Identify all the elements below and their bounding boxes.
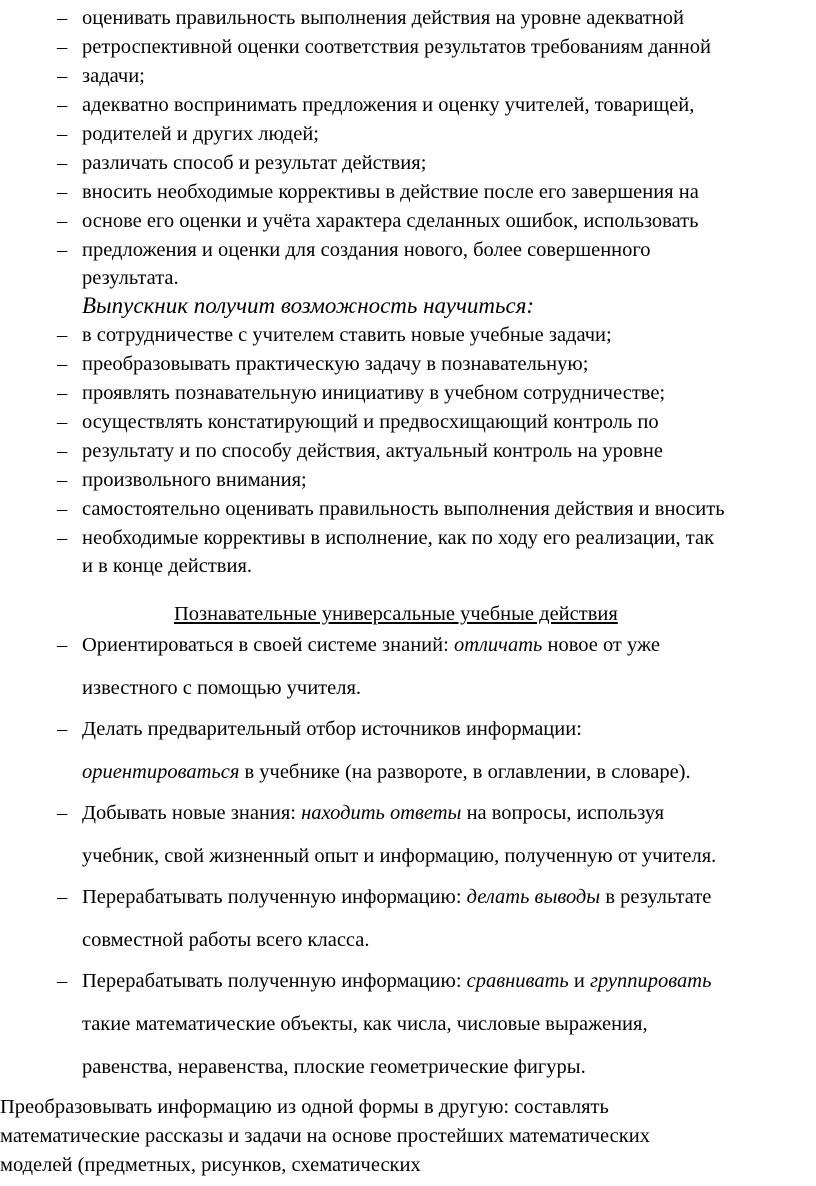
- text-line: осуществлять констатирующий и предвосхищающий контроль по: [82, 411, 659, 433]
- bullet-dash: –: [57, 239, 68, 261]
- text-line: вносить необходимые коррективы в действие после его завершения на: [82, 181, 699, 203]
- text-line: результату и по способу действия, актуальный контроль на уровне: [82, 440, 663, 462]
- bullet-dash: –: [57, 411, 68, 433]
- text-line: в сотрудничестве с учителем ставить новые учебные задачи;: [82, 324, 612, 346]
- section-heading: Познавательные универсальные учебные действия: [174, 603, 618, 625]
- item-line: известного с помощью учителя.: [82, 677, 362, 699]
- bullet-dash: –: [57, 65, 68, 87]
- text-line: произвольного внимания;: [82, 469, 307, 491]
- text-line: предложения и оценки для создания нового, более совершенного: [82, 239, 651, 261]
- bullet-dash: –: [57, 382, 68, 404]
- text-line: преобразовывать практическую задачу в познавательную;: [82, 353, 589, 375]
- item-line: такие математические объекты, как числа, числовые выражения,: [82, 1013, 648, 1035]
- bullet-dash: –: [57, 353, 68, 375]
- item-line: Перерабатывать полученную информацию: делать выводы в результате: [82, 886, 712, 908]
- text-line: проявлять познавательную инициативу в учебном сотрудничестве;: [82, 382, 666, 404]
- bullet-dash: –: [57, 718, 68, 740]
- bullet-dash: –: [57, 36, 68, 58]
- text-line: ретроспективной оценки соответствия результатов требованиям данной: [82, 36, 711, 58]
- text-line: адекватно воспринимать предложения и оценку учителей, товарищей,: [82, 94, 695, 116]
- text-line: и в конце действия.: [82, 555, 252, 577]
- paragraph-line: моделей (предметных, рисунков, схематических: [0, 1154, 421, 1176]
- text-line: результата.: [82, 267, 179, 289]
- text-line: родителей и других людей;: [82, 123, 320, 145]
- bullet-dash: –: [57, 210, 68, 232]
- item-line: учебник, свой жизненный опыт и информацию, полученную от учителя.: [82, 845, 717, 867]
- bullet-dash: –: [57, 94, 68, 116]
- text-line: самостоятельно оценивать правильность выполнения действия и вносить: [82, 498, 725, 520]
- item-line: совместной работы всего класса.: [82, 929, 370, 951]
- bullet-dash: –: [57, 886, 68, 908]
- item-line: Ориентироваться в своей системе знаний: отличать новое от уже: [82, 634, 660, 656]
- bullet-dash: –: [57, 123, 68, 145]
- bullet-dash: –: [57, 324, 68, 346]
- paragraph-line: математические рассказы и задачи на основе простейших математических: [0, 1125, 650, 1147]
- bullet-dash: –: [57, 634, 68, 656]
- text-line: различать способ и результат действия;: [82, 152, 427, 174]
- bullet-dash: –: [57, 527, 68, 549]
- item-line: Делать предварительный отбор источников информации:: [82, 718, 582, 740]
- bullet-dash: –: [57, 440, 68, 462]
- bullet-dash: –: [57, 7, 68, 29]
- paragraph-line: Преобразовывать информацию из одной формы в другую: составлять: [0, 1096, 609, 1118]
- bullet-dash: –: [57, 152, 68, 174]
- item-line: равенства, неравенства, плоские геометрические фигуры.: [82, 1056, 586, 1078]
- text-line: необходимые коррективы в исполнение, как по ходу его реализации, так: [82, 527, 715, 549]
- text-line: оценивать правильность выполнения действия на уровне адекватной: [82, 7, 684, 29]
- bullet-dash: –: [57, 970, 68, 992]
- text-line: задачи;: [82, 65, 145, 87]
- item-line: Добывать новые знания: находить ответы на вопросы, используя: [82, 802, 665, 824]
- bullet-dash: –: [57, 498, 68, 520]
- subheading: Выпускник получит возможность научиться:: [82, 293, 535, 318]
- item-line: ориентироваться в учебнике (на развороте, в оглавлении, в словаре).: [82, 761, 691, 783]
- bullet-dash: –: [57, 802, 68, 824]
- bullet-dash: –: [57, 181, 68, 203]
- text-line: основе его оценки и учёта характера сделанных ошибок, использовать: [82, 210, 699, 232]
- bullet-dash: –: [57, 469, 68, 491]
- item-line: Перерабатывать полученную информацию: сравнивать и группировать: [82, 970, 712, 992]
